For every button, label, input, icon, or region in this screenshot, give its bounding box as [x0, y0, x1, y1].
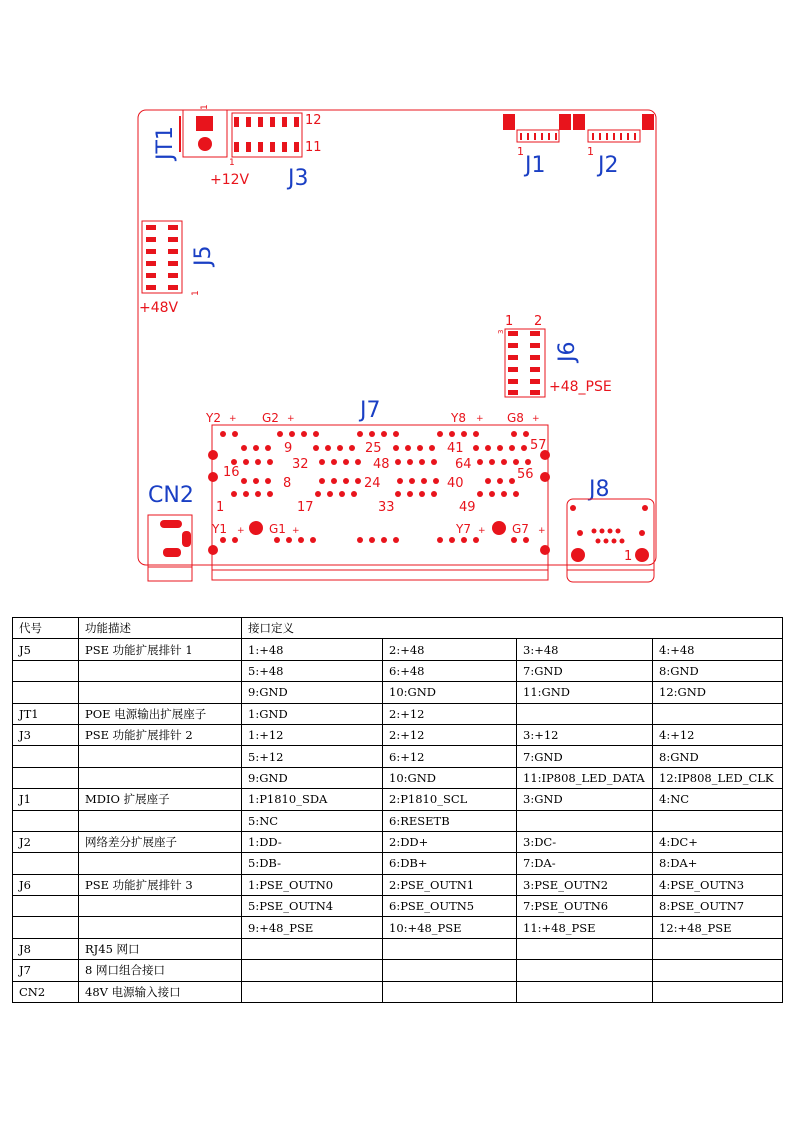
table-cell [79, 660, 242, 681]
table-cell [79, 896, 242, 917]
table-cell: 6:DB+ [383, 853, 517, 874]
table-cell: 48V 电源输入接口 [79, 981, 242, 1002]
j7-label-64: 64 [455, 457, 472, 472]
j7-label-25: 25 [365, 441, 382, 456]
table-cell [13, 660, 79, 681]
table-cell: 5:DB- [242, 853, 383, 874]
cn2-connector [148, 515, 192, 581]
svg-text:+: + [287, 414, 295, 424]
svg-text:+: + [538, 526, 546, 536]
table-cell: 1:P1810_SDA [242, 789, 383, 810]
table-cell: 2:+12 [383, 724, 517, 745]
table-cell [242, 981, 383, 1002]
j7-label-48: 48 [373, 457, 390, 472]
ref-j3: J3 [288, 166, 309, 191]
table-cell: 10:GND [383, 767, 517, 788]
j7-label-8: 8 [283, 476, 292, 491]
table-cell: 4:+12 [653, 724, 783, 745]
table-cell: 4:PSE_OUTN3 [653, 874, 783, 895]
table-cell: 8:GND [653, 660, 783, 681]
table-cell [653, 703, 783, 724]
j6-connector [505, 329, 545, 397]
j5-pin1-label: 1 [191, 290, 201, 296]
j7-label-57: 57 [530, 438, 547, 453]
j7-label-g1: G1 [269, 522, 286, 536]
table-cell: 9:+48_PSE [242, 917, 383, 938]
table-cell [79, 810, 242, 831]
ref-j2: J2 [598, 153, 619, 178]
table-cell [79, 917, 242, 938]
table-cell: RJ45 网口 [79, 938, 242, 959]
label-plus48pse: +48_PSE [549, 379, 612, 395]
table-cell: 2:+12 [383, 703, 517, 724]
table-cell [517, 981, 653, 1002]
table-row [13, 639, 783, 660]
table-cell [653, 960, 783, 981]
table-cell: 网络差分扩展座子 [79, 831, 242, 852]
table-cell: J1 [13, 789, 79, 810]
table-cell: 6:RESETB [383, 810, 517, 831]
label-plus48v: +48V [139, 300, 179, 316]
ref-cn2: CN2 [148, 483, 194, 508]
table-cell: 4:NC [653, 789, 783, 810]
table-row [13, 746, 783, 767]
j7-label-y8: Y8 [451, 411, 466, 425]
table-row [13, 831, 783, 852]
ref-j8: J8 [589, 477, 610, 502]
table-cell: 7:DA- [517, 853, 653, 874]
table-cell: 7:GND [517, 746, 653, 767]
table-row [13, 660, 783, 681]
jt1-pin1-label: 1 [200, 104, 210, 110]
table-cell: MDIO 扩展座子 [79, 789, 242, 810]
table-cell [79, 682, 242, 703]
svg-text:+: + [478, 526, 486, 536]
table-cell [13, 746, 79, 767]
table-cell: 2:P1810_SCL [383, 789, 517, 810]
j7-label-56: 56 [517, 467, 534, 482]
ref-j5: J5 [191, 245, 216, 266]
table-cell: 3:+48 [517, 639, 653, 660]
table-cell [517, 703, 653, 724]
svg-text:+: + [292, 526, 300, 536]
table-cell: 9:GND [242, 682, 383, 703]
j7-label-1: 1 [216, 500, 225, 515]
j6-pin1-label: 1 [505, 314, 514, 329]
j7-label-9: 9 [284, 441, 293, 456]
j7-label-g2: G2 [262, 411, 279, 425]
table-cell: 3:+12 [517, 724, 653, 745]
table-cell: 4:+48 [653, 639, 783, 660]
table-cell [383, 938, 517, 959]
j7-label-16: 16 [223, 465, 240, 480]
table-cell [517, 810, 653, 831]
ref-jt1: JT1 [153, 126, 178, 160]
j7-label-g7: G7 [512, 522, 529, 536]
header-code: 代号 [13, 618, 79, 639]
table-cell [653, 810, 783, 831]
table-cell: 8 网口组合接口 [79, 960, 242, 981]
table-cell: 5:+12 [242, 746, 383, 767]
table-cell [653, 938, 783, 959]
j3-pin1-label: 1 [229, 158, 235, 168]
table-cell: 11:GND [517, 682, 653, 703]
table-cell: 5:+48 [242, 660, 383, 681]
table-cell: 8:GND [653, 746, 783, 767]
table-cell [242, 960, 383, 981]
ref-j6: J6 [555, 341, 580, 362]
table-row [13, 938, 783, 959]
j8-pin1-label: 1 [624, 549, 633, 564]
table-cell: 8:PSE_OUTN7 [653, 896, 783, 917]
table-cell: PSE 功能扩展排针 3 [79, 874, 242, 895]
table-cell: 5:PSE_OUTN4 [242, 896, 383, 917]
j7-label-g8: G8 [507, 411, 524, 425]
table-cell: 1:DD- [242, 831, 383, 852]
table-cell [517, 960, 653, 981]
table-row [13, 917, 783, 938]
table-cell: 2:+48 [383, 639, 517, 660]
j1-pin1-label: 1 [517, 145, 524, 158]
svg-text:+: + [476, 414, 484, 424]
table-cell: POE 电源输出扩展座子 [79, 703, 242, 724]
table-cell: 6:PSE_OUTN5 [383, 896, 517, 917]
j5-connector [142, 221, 182, 293]
j7-label-32: 32 [292, 457, 309, 472]
pin-table-body [13, 618, 783, 1003]
table-cell: 11:IP808_LED_DATA [517, 767, 653, 788]
table-cell: 1:+12 [242, 724, 383, 745]
table-cell [383, 981, 517, 1002]
table-cell: 12:GND [653, 682, 783, 703]
j3-connector [232, 113, 302, 157]
table-cell [79, 853, 242, 874]
table-cell: J3 [13, 724, 79, 745]
table-cell: J2 [13, 831, 79, 852]
j6-pin2-label: 2 [534, 314, 543, 329]
table-row [13, 767, 783, 788]
table-cell: J8 [13, 938, 79, 959]
pin-definition-table [12, 617, 783, 1003]
table-cell: 2:DD+ [383, 831, 517, 852]
table-cell: 9:GND [242, 767, 383, 788]
table-cell: J6 [13, 874, 79, 895]
j3-pin12-label: 12 [305, 113, 322, 128]
table-row [13, 960, 783, 981]
table-cell: 7:GND [517, 660, 653, 681]
svg-text:+: + [532, 414, 540, 424]
table-cell [13, 853, 79, 874]
svg-text:+: + [237, 526, 245, 536]
table-cell [383, 960, 517, 981]
table-row [13, 810, 783, 831]
j7-label-y1: Y1 [212, 522, 227, 536]
table-cell: 10:GND [383, 682, 517, 703]
table-cell: 1:+48 [242, 639, 383, 660]
j7-label-y7: Y7 [456, 522, 471, 536]
table-cell: 10:+48_PSE [383, 917, 517, 938]
jt1-connector [179, 104, 227, 157]
table-cell: 3:DC- [517, 831, 653, 852]
j7-label-17: 17 [297, 500, 314, 515]
j7-label-24: 24 [364, 476, 381, 491]
ref-j7: J7 [360, 398, 381, 423]
table-cell [242, 938, 383, 959]
j7-label-41: 41 [447, 441, 464, 456]
table-header-row [13, 618, 783, 639]
j2-pin1-label: 1 [587, 145, 594, 158]
table-cell: PSE 功能扩展排针 1 [79, 639, 242, 660]
table-cell [79, 746, 242, 767]
table-cell: PSE 功能扩展排针 2 [79, 724, 242, 745]
table-cell: 4:DC+ [653, 831, 783, 852]
table-cell: JT1 [13, 703, 79, 724]
table-cell: J5 [13, 639, 79, 660]
j3-pin11-label: 11 [305, 140, 322, 155]
table-cell: 11:+48_PSE [517, 917, 653, 938]
table-row [13, 789, 783, 810]
header-function: 功能描述 [79, 618, 242, 639]
table-cell: J7 [13, 960, 79, 981]
table-row [13, 682, 783, 703]
j2-connector [573, 114, 654, 142]
label-plus12v: +12V [210, 172, 250, 188]
table-row [13, 874, 783, 895]
table-cell [13, 767, 79, 788]
table-cell: 8:DA+ [653, 853, 783, 874]
j6-small-label: 3 [497, 329, 505, 334]
table-cell: 12:IP808_LED_CLK [653, 767, 783, 788]
table-row [13, 703, 783, 724]
header-interface: 接口定义 [242, 618, 783, 639]
table-cell [517, 938, 653, 959]
table-cell [79, 767, 242, 788]
table-cell: 1:GND [242, 703, 383, 724]
j7-label-y2: Y2 [206, 411, 221, 425]
table-cell [653, 981, 783, 1002]
table-cell: 3:GND [517, 789, 653, 810]
table-cell [13, 896, 79, 917]
j1-connector [503, 114, 571, 142]
table-cell: 12:+48_PSE [653, 917, 783, 938]
svg-text:+: + [229, 414, 237, 424]
j7-label-40: 40 [447, 476, 464, 491]
table-cell: 2:PSE_OUTN1 [383, 874, 517, 895]
table-cell: 6:+48 [383, 660, 517, 681]
table-row [13, 853, 783, 874]
table-cell: 3:PSE_OUTN2 [517, 874, 653, 895]
table-row [13, 981, 783, 1002]
j7-label-49: 49 [459, 500, 476, 515]
ref-j1: J1 [525, 153, 546, 178]
table-row [13, 724, 783, 745]
table-cell: 6:+12 [383, 746, 517, 767]
j8-connector [567, 499, 654, 582]
table-cell [13, 682, 79, 703]
table-cell: 1:PSE_OUTN0 [242, 874, 383, 895]
table-cell [13, 917, 79, 938]
table-cell [13, 810, 79, 831]
table-cell: 5:NC [242, 810, 383, 831]
table-cell: 7:PSE_OUTN6 [517, 896, 653, 917]
table-row [13, 896, 783, 917]
table-cell: CN2 [13, 981, 79, 1002]
j7-label-33: 33 [378, 500, 395, 515]
j7-plus-marks [229, 414, 546, 536]
